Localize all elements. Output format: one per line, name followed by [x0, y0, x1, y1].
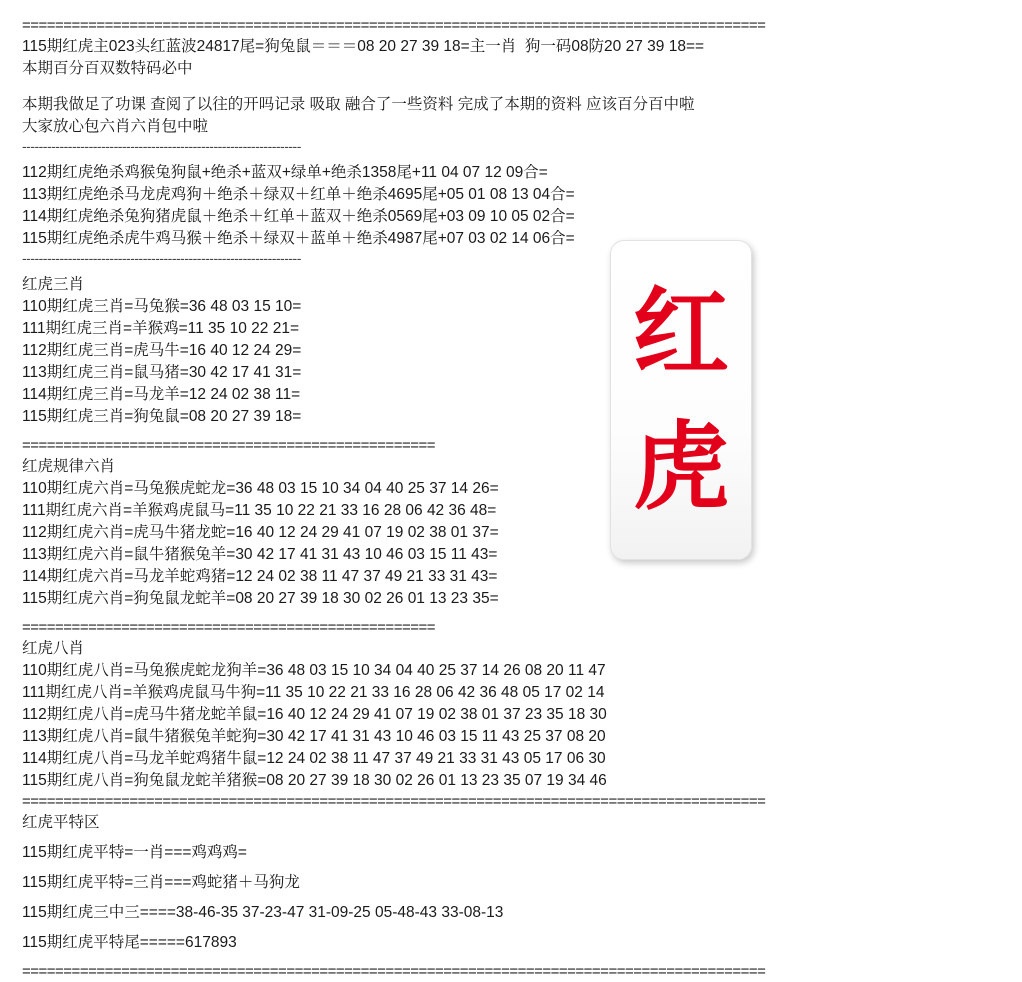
- liuxiao-row: 113期红虎六肖=鼠牛猪猴兔羊=30 42 17 41 31 43 10 46 03 15 11 43=: [22, 546, 498, 563]
- liuxiao-row: 115期红虎六肖=狗兔鼠龙蛇羊=08 20 27 39 18 30 02 26 01 13 23 35=: [22, 590, 499, 607]
- separator-mid-1: ==================================================: [22, 437, 435, 454]
- pingte-row: 115期红虎平特尾=====617893: [22, 934, 237, 951]
- juesha-row: 113期红虎绝杀马龙虎鸡狗＋绝杀＋绿双＋红单＋绝杀4695尾+05 01 08 13 04合=: [22, 186, 575, 203]
- logo-char-hu: 虎: [633, 411, 729, 523]
- headline-sub: 本期百分百双数特码必中: [22, 60, 193, 77]
- baxiao-row: 115期红虎八肖=狗兔鼠龙蛇羊猪猴=08 20 27 39 18 30 02 26 01 13 23 35 07 19 34 46: [22, 772, 607, 789]
- separator-light-1: -------------------------------------------------------------------: [22, 138, 301, 154]
- sanxiao-row: 113期红虎三肖=鼠马猪=30 42 17 41 31=: [22, 364, 302, 381]
- logo-char-hong: 红: [633, 277, 729, 389]
- pingte-row: 115期红虎三中三====38-46-35 37-23-47 31-09-25 05-48-43 33-08-13: [22, 904, 504, 921]
- pingte-row: 115期红虎平特=三肖===鸡蛇猪＋马狗龙: [22, 874, 300, 891]
- juesha-row: 114期红虎绝杀兔狗猪虎鼠＋绝杀＋红单＋蓝双＋绝杀0569尾+03 09 10 05 02合=: [22, 208, 575, 225]
- juesha-row: 112期红虎绝杀鸡猴兔狗鼠+绝杀+蓝双+绿单+绝杀1358尾+11 04 07 12 09合=: [22, 164, 548, 181]
- section-title-sanxiao: 红虎三肖: [22, 276, 85, 293]
- section-title-liuxiao: 红虎规律六肖: [22, 458, 116, 475]
- sanxiao-row: 110期红虎三肖=马兔猴=36 48 03 15 10=: [22, 298, 302, 315]
- liuxiao-row: 111期红虎六肖=羊猴鸡虎鼠马=11 35 10 22 21 33 16 28 06 42 36 48=: [22, 502, 497, 519]
- liuxiao-row: 114期红虎六肖=马龙羊蛇鸡猪=12 24 02 38 11 47 37 49 21 33 31 43=: [22, 568, 498, 585]
- separator-mid-2: ==================================================: [22, 619, 435, 636]
- sanxiao-row: 111期红虎三肖=羊猴鸡=11 35 10 22 21=: [22, 320, 299, 337]
- sanxiao-row: 115期红虎三肖=狗兔鼠=08 20 27 39 18=: [22, 408, 302, 425]
- separator-light-2: -------------------------------------------------------------------: [22, 250, 301, 266]
- sanxiao-row: 114期红虎三肖=马龙羊=12 24 02 38 11=: [22, 386, 301, 403]
- intro-paragraph-2: 大家放心包六肖六肖包中啦: [22, 118, 209, 135]
- pingte-row: 115期红虎平特=一肖===鸡鸡鸡=: [22, 844, 247, 861]
- sanxiao-row: 112期红虎三肖=虎马牛=16 40 12 24 29=: [22, 342, 302, 359]
- document-content: [22, 16, 766, 982]
- baxiao-row: 114期红虎八肖=马龙羊蛇鸡猪牛鼠=12 24 02 38 11 47 37 49 21 33 31 43 05 17 06 30: [22, 750, 606, 767]
- section-title-baxiao: 红虎八肖: [22, 640, 85, 657]
- section-title-pingte: 红虎平特区: [22, 814, 100, 831]
- headline-main: 115期红虎主023头红蓝波24817尾=狗兔鼠＝＝＝08 20 27 39 18=主一肖 狗一码08防20 27 39 18==: [22, 38, 705, 55]
- baxiao-row: 113期红虎八肖=鼠牛猪猴兔羊蛇狗=30 42 17 41 31 43 10 46 03 15 11 43 25 37 08 20: [22, 728, 606, 745]
- baxiao-row: 112期红虎八肖=虎马牛猪龙蛇羊鼠=16 40 12 24 29 41 07 19 02 38 01 37 23 35 18 30: [22, 706, 607, 723]
- separator-bottom: ==========================================================================================: [22, 963, 766, 980]
- liuxiao-row: 110期红虎六肖=马兔猴虎蛇龙=36 48 03 15 10 34 04 40 25 37 14 26=: [22, 480, 499, 497]
- liuxiao-row: 112期红虎六肖=虎马牛猪龙蛇=16 40 12 24 29 41 07 19 02 38 01 37=: [22, 524, 499, 541]
- separator-heavy-2: ==========================================================================================: [22, 793, 766, 810]
- juesha-row: 115期红虎绝杀虎牛鸡马猴＋绝杀＋绿双＋蓝单＋绝杀4987尾+07 03 02 14 06合=: [22, 230, 575, 247]
- baxiao-row: 111期红虎八肖=羊猴鸡虎鼠马牛狗=11 35 10 22 21 33 16 28 06 42 36 48 05 17 02 14: [22, 684, 605, 701]
- separator-top: ==========================================================================================: [22, 17, 766, 34]
- intro-paragraph: 本期我做足了功课 查阅了以往的开吗记录 吸取 融合了一些资料 完成了本期的资料 应该百分百中啦: [22, 96, 695, 113]
- baxiao-row: 110期红虎八肖=马兔猴虎蛇龙狗羊=36 48 03 15 10 34 04 40 25 37 14 26 08 20 11 47: [22, 662, 606, 679]
